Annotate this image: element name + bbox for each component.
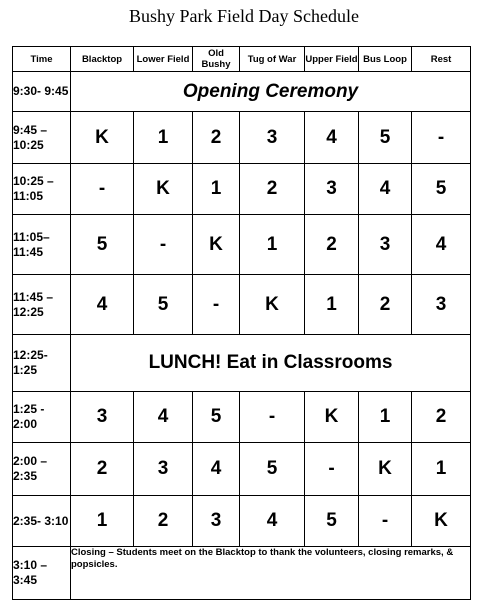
- time-cell: 11:45 – 12:25: [13, 275, 71, 335]
- schedule-cell: 4: [305, 112, 359, 164]
- schedule-cell: 1: [71, 496, 134, 547]
- schedule-cell: -: [359, 496, 412, 547]
- schedule-cell: 5: [412, 164, 471, 215]
- schedule-cell: 2: [134, 496, 193, 547]
- time-cell: 10:25 – 11:05: [13, 164, 71, 215]
- schedule-cell: 1: [412, 443, 471, 496]
- schedule-cell: 1: [240, 215, 305, 275]
- schedule-cell: 5: [71, 215, 134, 275]
- schedule-cell: K: [71, 112, 134, 164]
- schedule-table: [12, 46, 471, 600]
- page-title: Bushy Park Field Day Schedule: [129, 6, 359, 26]
- schedule-cell: 3: [193, 496, 240, 547]
- column-header: Blacktop: [71, 47, 134, 72]
- schedule-cell: 1: [193, 164, 240, 215]
- table-row: [13, 164, 471, 215]
- column-header: Rest: [412, 47, 471, 72]
- table-row: [13, 112, 471, 164]
- schedule-cell: 4: [71, 275, 134, 335]
- schedule-cell: 4: [240, 496, 305, 547]
- schedule-cell: 4: [359, 164, 412, 215]
- time-cell: 9:30- 9:45: [13, 72, 71, 112]
- schedule-cell: 2: [193, 112, 240, 164]
- schedule-cell: 1: [305, 275, 359, 335]
- table-row: [13, 392, 471, 443]
- schedule-cell: 3: [359, 215, 412, 275]
- table-row: [13, 547, 471, 600]
- table-row: [13, 72, 471, 112]
- schedule-cell: 5: [359, 112, 412, 164]
- schedule-cell: 5: [193, 392, 240, 443]
- schedule-cell: 4: [134, 392, 193, 443]
- column-header: Upper Field: [305, 47, 359, 72]
- schedule-cell: -: [134, 215, 193, 275]
- table-row: [13, 215, 471, 275]
- schedule-cell: 3: [71, 392, 134, 443]
- schedule-cell: 3: [240, 112, 305, 164]
- schedule-cell: 1: [134, 112, 193, 164]
- time-cell: 2:00 – 2:35: [13, 443, 71, 496]
- schedule-cell: 4: [412, 215, 471, 275]
- column-header: Time: [13, 47, 71, 72]
- time-cell: 2:35- 3:10: [13, 496, 71, 547]
- schedule-cell: K: [193, 215, 240, 275]
- schedule-cell: 2: [71, 443, 134, 496]
- schedule-cell: K: [240, 275, 305, 335]
- time-cell: 11:05– 11:45: [13, 215, 71, 275]
- time-cell: 9:45 – 10:25: [13, 112, 71, 164]
- schedule-cell: 1: [359, 392, 412, 443]
- table-row: [13, 275, 471, 335]
- table-row: [13, 335, 471, 392]
- schedule-cell: 2: [305, 215, 359, 275]
- schedule-cell: -: [412, 112, 471, 164]
- column-header: Tug of War: [240, 47, 305, 72]
- table-row: [13, 443, 471, 496]
- time-cell: 1:25 - 2:00: [13, 392, 71, 443]
- table-row: [13, 496, 471, 547]
- schedule-cell: K: [134, 164, 193, 215]
- schedule-cell: -: [71, 164, 134, 215]
- schedule-cell: 3: [412, 275, 471, 335]
- lunch-cell: LUNCH! Eat in Classrooms: [71, 335, 471, 392]
- schedule-cell: 2: [240, 164, 305, 215]
- header-row: [13, 47, 471, 72]
- schedule-cell: 5: [134, 275, 193, 335]
- schedule-cell: K: [305, 392, 359, 443]
- schedule-cell: K: [412, 496, 471, 547]
- schedule-cell: 5: [305, 496, 359, 547]
- schedule-cell: 5: [240, 443, 305, 496]
- time-cell: 12:25- 1:25: [13, 335, 71, 392]
- column-header: Lower Field: [134, 47, 193, 72]
- schedule-cell: 4: [193, 443, 240, 496]
- schedule-cell: -: [305, 443, 359, 496]
- schedule-cell: 2: [359, 275, 412, 335]
- opening-ceremony-cell: Opening Ceremony: [71, 72, 471, 112]
- schedule-cell: 3: [134, 443, 193, 496]
- column-header: Bus Loop: [359, 47, 412, 72]
- schedule-cell: K: [359, 443, 412, 496]
- closing-cell: Closing – Students meet on the Blacktop to thank the volunteers, closing remarks, & popsicles.: [71, 547, 471, 600]
- schedule-cell: 3: [305, 164, 359, 215]
- schedule-cell: -: [193, 275, 240, 335]
- schedule-cell: -: [240, 392, 305, 443]
- schedule-cell: 2: [412, 392, 471, 443]
- column-header: Old Bushy: [193, 47, 240, 72]
- time-cell: 3:10 – 3:45: [13, 547, 71, 600]
